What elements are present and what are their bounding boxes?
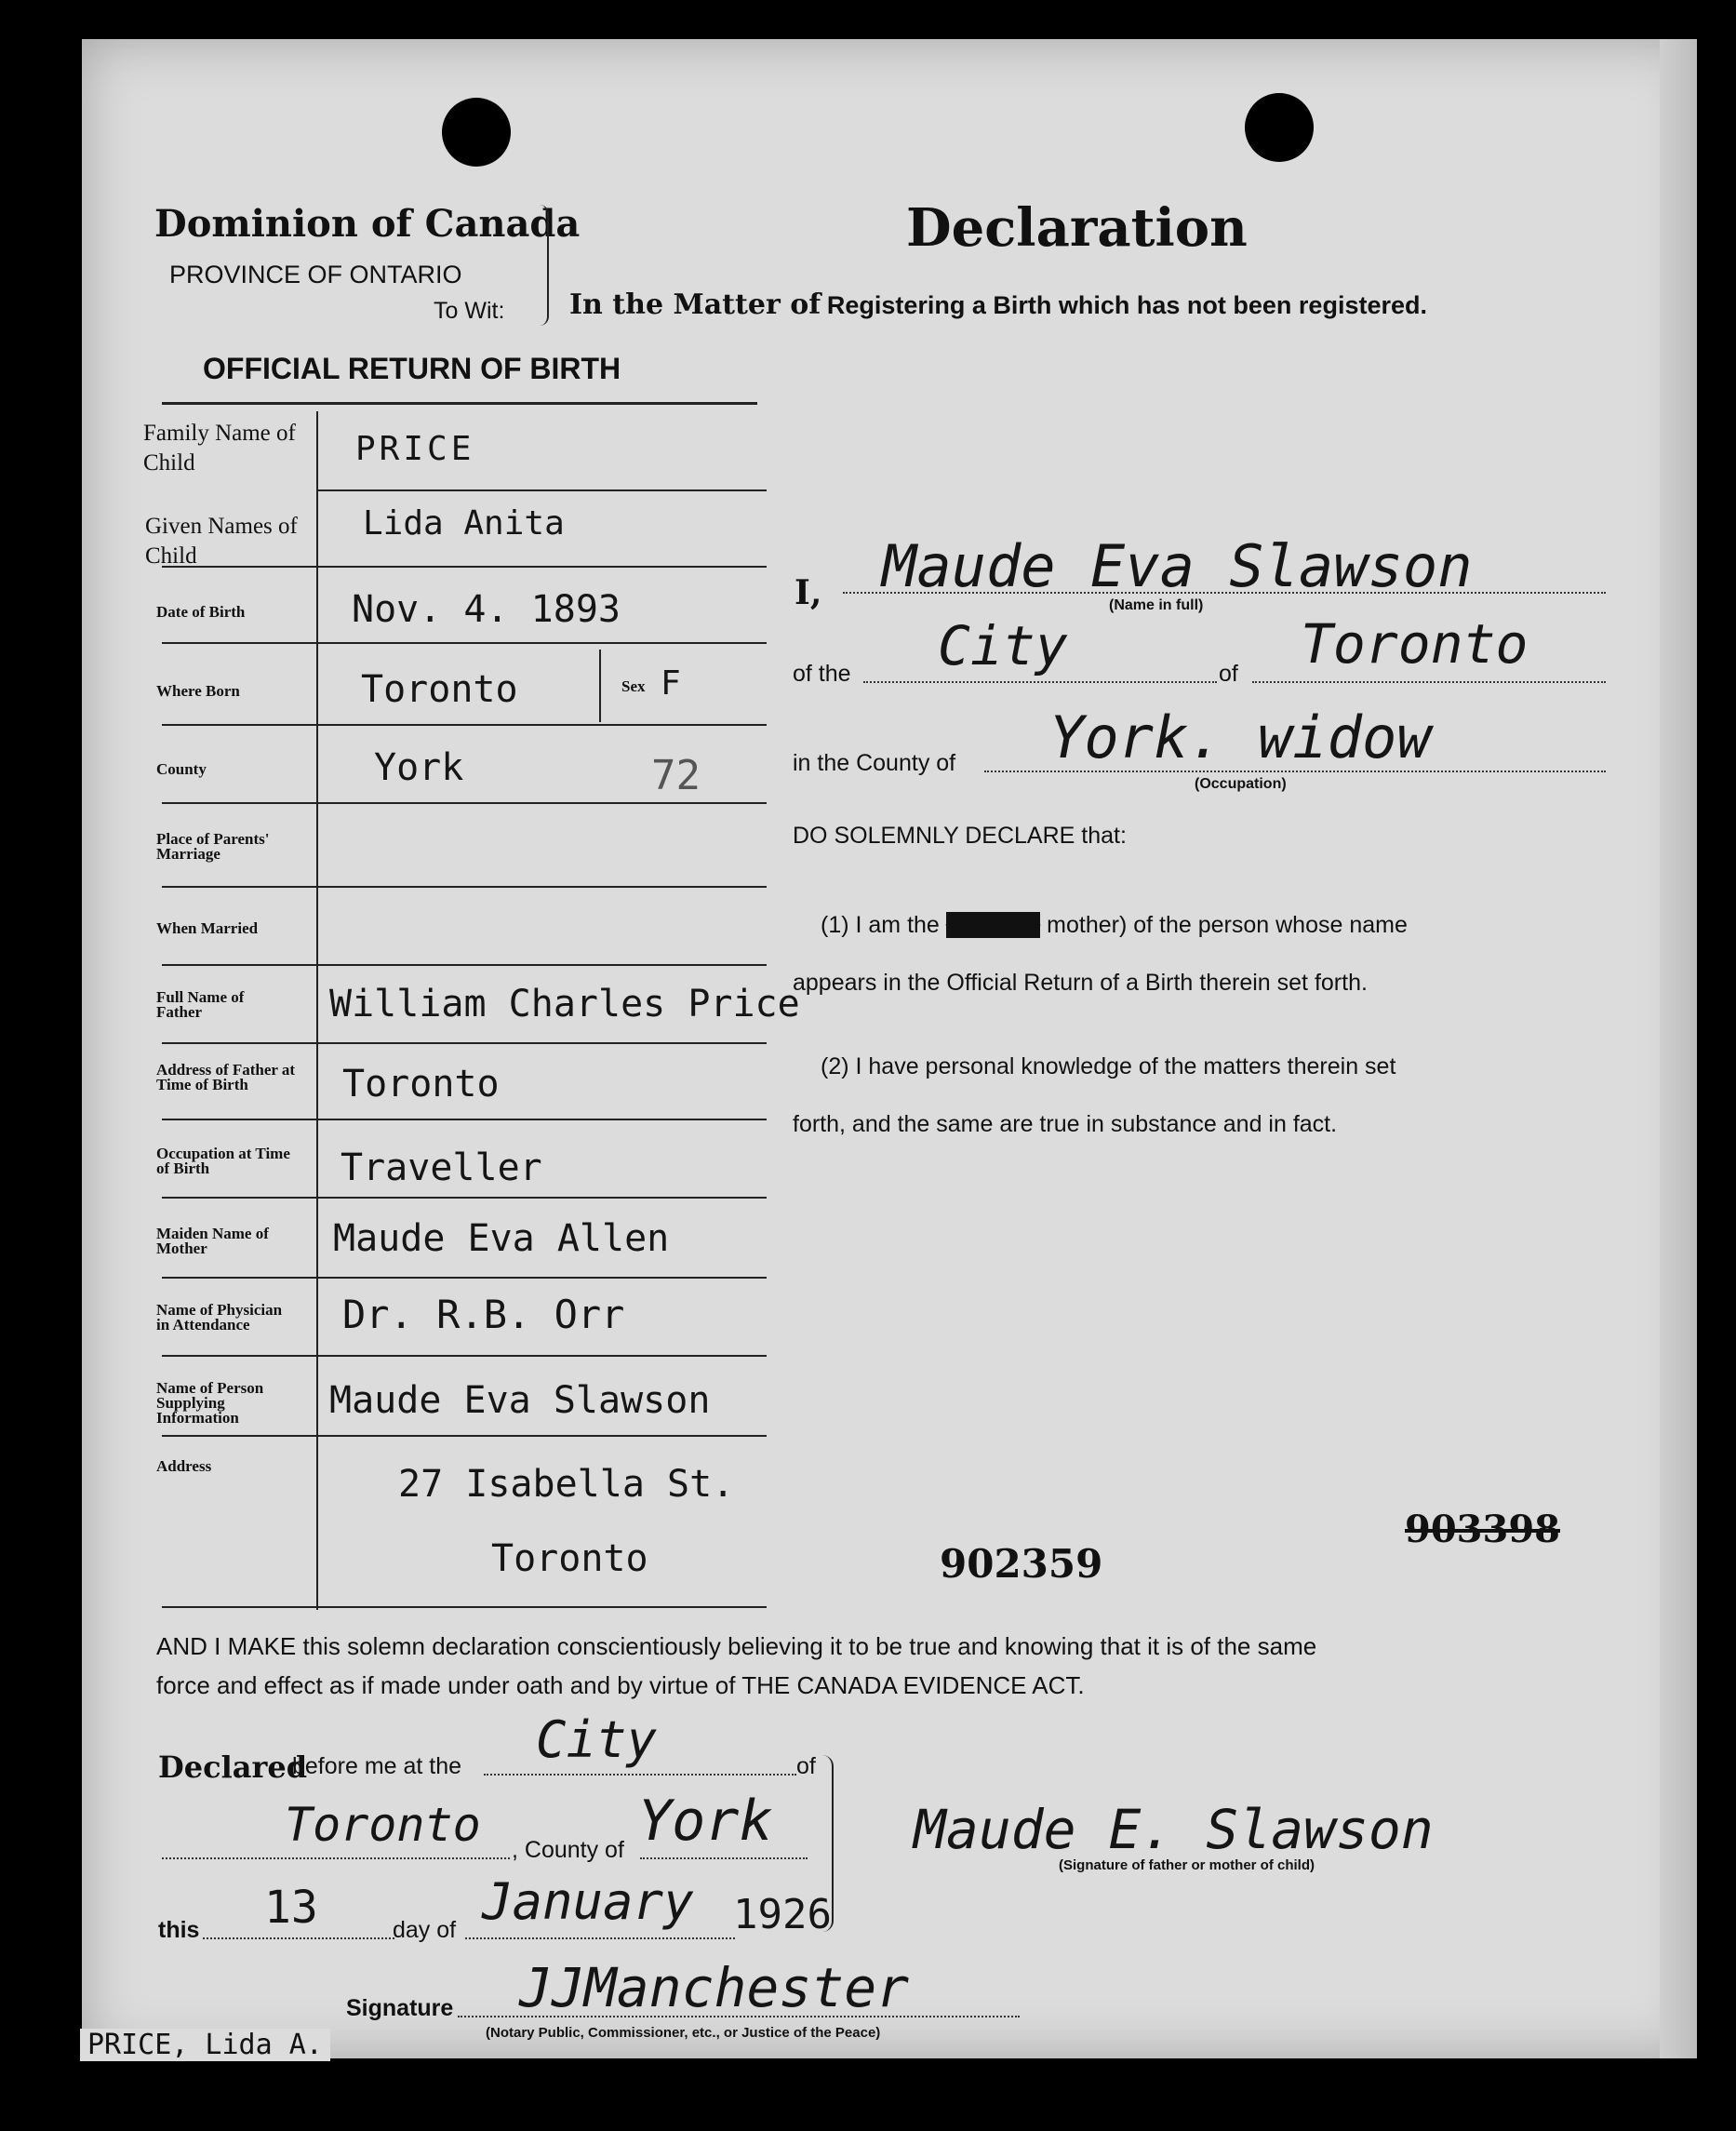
form-bottom-rule — [162, 1606, 767, 1608]
parent-signature-caption: (Signature of father or mother of child) — [1059, 1857, 1315, 1873]
county-note: 72 — [651, 752, 701, 799]
clause-1-end: mother) of the person whose name — [1047, 912, 1408, 938]
declared-before-me: before me at the — [292, 1753, 462, 1779]
return-title: OFFICIAL RETURN OF BIRTH — [203, 352, 621, 385]
decl-place-type: City — [938, 614, 1068, 677]
document-sheet — [82, 39, 1697, 2058]
matter-prefix: In the Matter of — [569, 288, 821, 321]
label-parents-marriage: Place of Parents' Marriage — [156, 830, 270, 863]
declaration-title: Declaration — [906, 197, 1248, 259]
header-brace — [540, 205, 549, 326]
label-family-name: Family Name of Child — [143, 421, 296, 476]
decl-occupation-caption: (Occupation) — [1195, 776, 1287, 792]
row-line — [162, 1119, 767, 1120]
declared-place-type: City — [536, 1710, 658, 1769]
value-given-names: Lida Anita — [363, 504, 565, 543]
registration-number: 902359 — [940, 1541, 1103, 1587]
decl-of-the: of the — [793, 661, 851, 687]
decl-name: Maude Eva Slawson — [882, 532, 1473, 600]
solemn-line-2: force and effect as if made under oath and by virtue of THE CANADA EVIDENCE ACT. — [156, 1671, 1085, 1699]
commissioner-signature: JJManchester — [519, 1956, 910, 2019]
to-wit: To Wit: — [434, 298, 505, 324]
value-county: York — [374, 746, 464, 789]
decl-place-line — [863, 681, 1217, 683]
value-father-name: William Charles Price — [329, 983, 800, 1025]
label-county: County — [156, 760, 207, 778]
declared-county-prefix: , County of — [512, 1837, 624, 1863]
label-occupation: Occupation at Time of Birth — [156, 1145, 290, 1177]
clause-2-line-2: forth, and the same are true in substance and in fact. — [793, 1111, 1338, 1137]
label-mother-maiden: Maiden Name of Mother — [156, 1225, 269, 1257]
value-address-city: Toronto — [491, 1537, 648, 1580]
label-given-names: Given Names of Child — [145, 514, 298, 569]
declared-month: January — [482, 1872, 694, 1931]
label-father-name: Full Name of Father — [156, 988, 245, 1021]
declared-brace — [822, 1755, 834, 1932]
clause-1-start: (1) I am the — [821, 912, 940, 938]
label-date-of-birth: Date of Birth — [156, 603, 246, 621]
commissioner-caption: (Notary Public, Commissioner, etc., or Justice of the Peace) — [486, 2025, 881, 2041]
value-address-street: 27 Isabella St. — [398, 1463, 735, 1506]
row-line — [162, 724, 767, 726]
decl-city: Toronto — [1301, 612, 1529, 676]
declared-county: York — [638, 1789, 773, 1854]
declared-county-line — [640, 1857, 808, 1859]
declared-day-line — [203, 1937, 394, 1939]
value-father-address: Toronto — [342, 1063, 500, 1106]
value-date-of-birth: Nov. 4. 1893 — [352, 588, 621, 631]
row-line — [162, 1277, 767, 1279]
declared-of: of — [796, 1753, 816, 1779]
declared-day: 13 — [264, 1882, 318, 1934]
label-address: Address — [156, 1457, 212, 1475]
decl-i: I, — [795, 573, 822, 612]
label-sex: Sex — [621, 677, 646, 695]
declared-month-line — [465, 1937, 735, 1939]
declared-day-of: day of — [393, 1917, 457, 1943]
parent-signature: Maude E. Slawson — [914, 1798, 1434, 1861]
label-physician: Name of Physician in Attendance — [156, 1301, 283, 1334]
matter-text: Registering a Birth which has not been registered. — [826, 291, 1427, 319]
solemn-line-1: AND I MAKE this solemn declaration conscientiously believing it to be true and knowing that it is of the same — [156, 1632, 1317, 1660]
struck-number: 903398 — [1405, 1508, 1560, 1551]
matter-line — [569, 288, 1427, 321]
decl-county: York. widow — [1049, 704, 1432, 771]
value-occupation: Traveller — [341, 1146, 542, 1189]
sex-divider — [599, 650, 601, 722]
declared-word: Declared — [158, 1749, 308, 1785]
return-title-rule — [162, 402, 757, 405]
decl-name-caption: (Name in full) — [1109, 597, 1204, 613]
value-sex: F — [661, 664, 681, 703]
row-line — [162, 1435, 767, 1437]
row-line — [162, 642, 767, 644]
index-label: PRICE, Lida A. — [80, 2029, 330, 2061]
signature-label: Signature — [346, 1995, 454, 2021]
clause-1-line-1 — [821, 912, 1408, 939]
value-informant: Maude Eva Slawson — [329, 1379, 711, 1422]
value-mother-maiden: Maude Eva Allen — [333, 1217, 670, 1260]
clause-1-line-2: appears in the Official Return of a Birth therein set forth. — [793, 970, 1368, 996]
declared-place-line — [484, 1774, 796, 1776]
row-line — [162, 886, 767, 888]
value-family-name: PRICE — [355, 430, 475, 468]
page-edge — [1660, 39, 1697, 2058]
declared-year: 1926 — [733, 1891, 832, 1938]
value-where-born: Toronto — [361, 668, 518, 711]
row-line — [162, 802, 767, 804]
value-physician: Dr. R.B. Orr — [342, 1292, 625, 1337]
row-line — [162, 1042, 767, 1044]
clause-1-struck: father (or — [945, 912, 1041, 938]
row-line — [162, 1355, 767, 1357]
declared-city: Toronto — [285, 1798, 481, 1852]
decl-of: of — [1219, 661, 1238, 687]
row-line — [318, 489, 767, 491]
declared-city-line — [162, 1857, 510, 1859]
row-line — [162, 1197, 767, 1199]
declared-this: this — [158, 1917, 200, 1943]
label-father-address: Address of Father at Time of Birth — [156, 1061, 296, 1093]
dominion-heading: Dominion of Canada — [154, 202, 581, 246]
decl-city-line — [1252, 681, 1606, 683]
row-line — [162, 964, 767, 966]
form-column-divider — [316, 411, 318, 1610]
label-informant: Name of Person Supplying Information — [156, 1379, 264, 1427]
label-when-married: When Married — [156, 919, 259, 937]
punch-hole-left — [442, 98, 511, 167]
punch-hole-right — [1245, 93, 1314, 162]
clause-2-line-1: (2) I have personal knowledge of the matters therein set — [821, 1053, 1396, 1079]
decl-solemnly: DO SOLEMNLY DECLARE that: — [793, 823, 1127, 849]
label-where-born: Where Born — [156, 682, 240, 700]
decl-county-prefix: in the County of — [793, 750, 956, 776]
province-heading: PROVINCE OF ONTARIO — [169, 261, 462, 288]
